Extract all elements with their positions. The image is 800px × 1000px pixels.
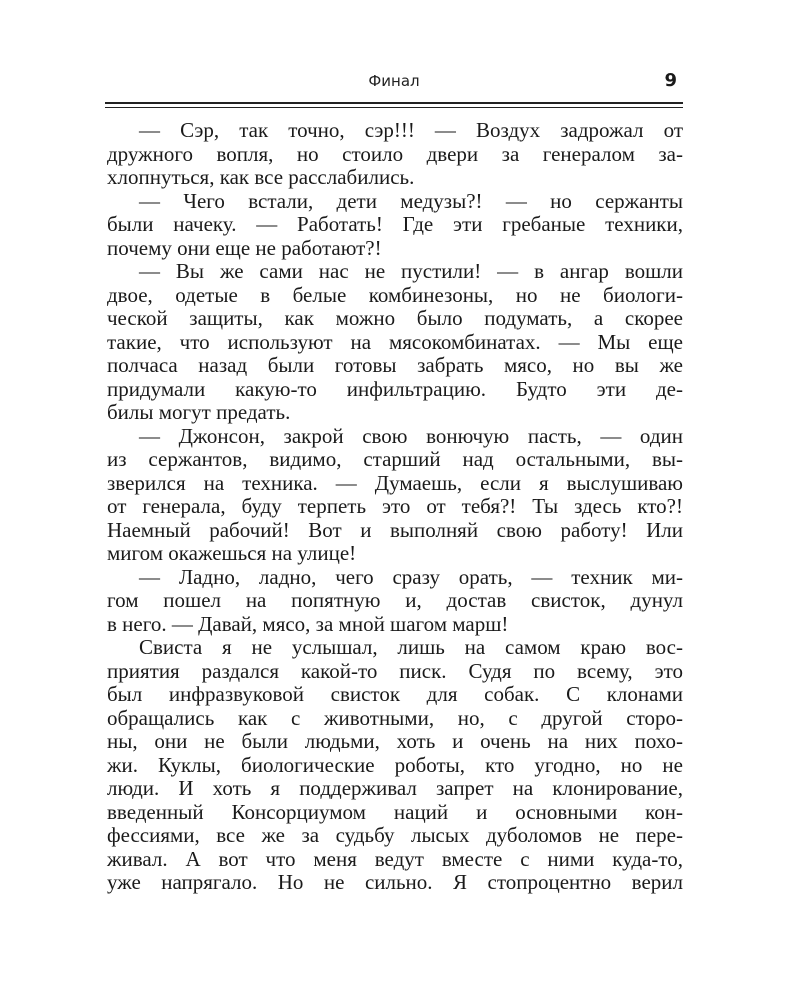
text-line: полчаса назад были готовы забрать мясо, но вы же xyxy=(107,353,683,377)
text-line: гом пошел на попятную и, достав свисток, дунул xyxy=(107,588,683,612)
text-line: уже напрягало. Но не сильно. Я стопроцентно верил xyxy=(107,870,683,894)
text-line: — Вы же сами нас не пустили! — в ангар вошли xyxy=(139,259,683,283)
text-line: такие, что используют на мясокомбинатах. — Мы еще xyxy=(107,329,683,354)
text-line: фессиями, все же за судьбу лысых дуболомов не пере- xyxy=(107,823,683,847)
text-line: живал. А вот что меня ведут вместе с ними куда-то, xyxy=(107,846,683,871)
text-line: зверился на техника. — Думаешь, если я выслушиваю xyxy=(107,470,683,495)
text-line: — Сэр, так точно, сэр!!! — Воздух задрожал от xyxy=(139,118,683,142)
text-line: дружного вопля, но стоило двери за генералом за- xyxy=(107,141,683,166)
text-line: от генерала, буду терпеть это от тебя?! Ты здесь кто?! xyxy=(107,494,683,518)
text-line: Наемный рабочий! Вот и выполняй свою работу! Или xyxy=(107,517,683,542)
text-line: двое, одетые в белые комбинезоны, но не биологи- xyxy=(107,282,683,307)
text-line: Свиста я не услышал, лишь на самом краю вос- xyxy=(139,635,683,659)
text-line: ны, они не были людьми, хоть и очень на них похо- xyxy=(107,729,683,753)
text-line: билы могут предать. xyxy=(107,400,291,424)
text-line: жи. Куклы, биологические роботы, кто угодно, но не xyxy=(107,752,683,777)
page-header xyxy=(105,72,683,98)
text-line: введенный Консорциумом наций и основными кон- xyxy=(107,799,683,824)
text-line: почему они еще не работают?! xyxy=(107,235,382,260)
page-number: 9 xyxy=(664,70,677,91)
body-text xyxy=(107,119,683,895)
text-line: — Джонсон, закрой свою вонючую пасть, — один xyxy=(139,423,683,448)
text-line: хлопнуться, как все расслабились. xyxy=(107,165,415,189)
text-line: был инфразвуковой свисток для собак. С клонами xyxy=(107,682,683,706)
text-line: — Ладно, ладно, чего сразу орать, — техник ми- xyxy=(139,564,683,589)
text-line: приятия раздался какой-то писк. Судя по всему, это xyxy=(107,658,683,683)
text-line: придумали какую-то инфильтрацию. Будто эти де- xyxy=(107,376,683,401)
text-line: люди. И хоть я поддерживал запрет на клонирование, xyxy=(107,776,683,800)
text-line: ческой защиты, как можно было подумать, а скорее xyxy=(107,306,683,330)
text-line: обращались как с животными, но, с другой сторо- xyxy=(107,705,683,730)
text-line: мигом окажешься на улице! xyxy=(107,541,357,565)
text-line: — Чего встали, дети медузы?! — но сержанты xyxy=(139,188,683,213)
text-line: в него. — Давай, мясо, за мной шагом марш! xyxy=(107,611,509,636)
text-line: были начеку. — Работать! Где эти гребаные техники, xyxy=(107,212,683,236)
text-line: из сержантов, видимо, старший над остальными, вы- xyxy=(107,447,683,471)
running-title: Финал xyxy=(368,72,420,90)
header-double-rule xyxy=(105,102,683,108)
